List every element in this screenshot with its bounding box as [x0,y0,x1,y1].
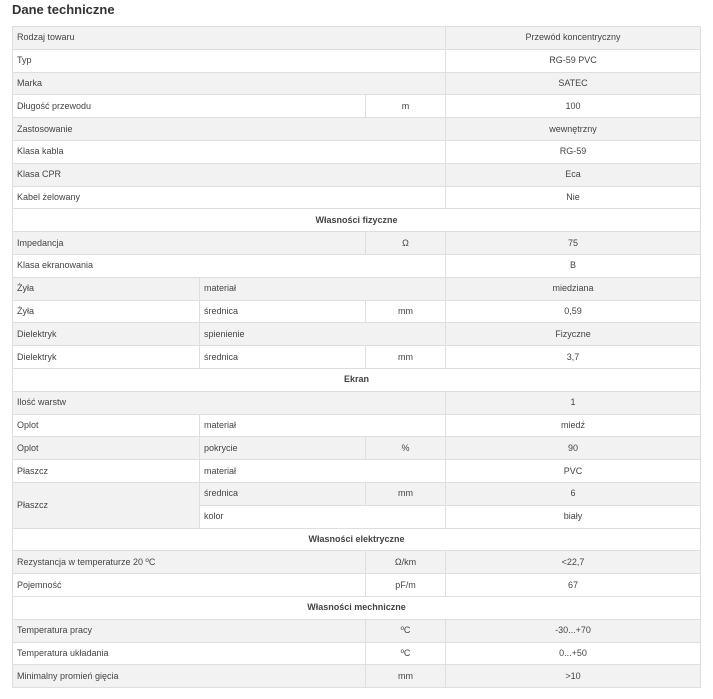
parameter-value: <22,7 [446,551,701,574]
parameter-sublabel: materiał [200,460,446,483]
parameter-label: Marka [13,72,446,95]
parameter-value: 0...+50 [446,642,701,665]
parameter-value: 67 [446,574,701,597]
table-row [13,118,701,141]
table-row [13,140,701,163]
parameter-value: wewnętrzny [446,118,701,141]
parameter-label: Kabel żelowany [13,186,446,209]
table-row [13,27,701,50]
table-row [13,163,701,186]
section-title: Własności elektryczne [13,528,701,551]
parameter-unit: mm [366,665,446,688]
section-header-row [13,368,701,391]
parameter-label: Długość przewodu [13,95,366,118]
parameter-value: 75 [446,232,701,255]
parameter-label: Żyła [13,277,200,300]
parameter-sublabel: średnica [200,346,366,369]
parameter-unit: mm [366,346,446,369]
parameter-value: 1 [446,391,701,414]
parameter-unit: mm [366,482,446,505]
table-row [13,574,701,597]
parameter-label: Oplot [13,414,200,437]
table-row [13,665,701,688]
parameter-value: 90 [446,437,701,460]
section-header-row [13,596,701,619]
table-row [13,642,701,665]
parameter-unit: ºC [366,619,446,642]
table-row [13,49,701,72]
parameter-value: Eca [446,163,701,186]
parameter-value: RG-59 [446,140,701,163]
parameter-label: Klasa CPR [13,163,446,186]
table-row [13,437,701,460]
parameter-value: Fizyczne [446,323,701,346]
spec-table [12,26,701,688]
section-header-row [13,528,701,551]
parameter-sublabel: spienienie [200,323,446,346]
parameter-label: Temperatura pracy [13,619,366,642]
parameter-label: Klasa ekranowania [13,254,446,277]
parameter-value: 100 [446,95,701,118]
section-heading: Dane techniczne [12,2,115,17]
table-row [13,232,701,255]
parameter-sublabel: pokrycie [200,437,366,460]
parameter-label: Typ [13,49,446,72]
parameter-value: PVC [446,460,701,483]
parameter-sublabel: materiał [200,414,446,437]
parameter-value: 0,59 [446,300,701,323]
table-row [13,323,701,346]
parameter-label: Rezystancja w temperaturze 20 ºC [13,551,366,574]
parameter-sublabel: średnica [200,482,366,505]
parameter-sublabel: średnica [200,300,366,323]
parameter-unit: m [366,95,446,118]
parameter-value: Nie [446,186,701,209]
parameter-sublabel: kolor [200,505,446,528]
table-row [13,72,701,95]
table-row [13,391,701,414]
table-row [13,414,701,437]
table-row [13,95,701,118]
table-row [13,482,701,505]
parameter-value: Przewód koncentryczny [446,27,701,50]
parameter-unit: pF/m [366,574,446,597]
section-title: Własności mechniczne [13,596,701,619]
parameter-label: Impedancja [13,232,366,255]
parameter-label: Dielektryk [13,346,200,369]
section-header-row [13,209,701,232]
table-row [13,551,701,574]
parameter-unit: Ω [366,232,446,255]
parameter-unit: ºC [366,642,446,665]
parameter-value: B [446,254,701,277]
parameter-label: Oplot [13,437,200,460]
parameter-label: Minimalny promień gięcia [13,665,366,688]
parameter-value: 3,7 [446,346,701,369]
parameter-value: miedź [446,414,701,437]
parameter-value: SATEC [446,72,701,95]
parameter-label: Rodzaj towaru [13,27,446,50]
parameter-label: Zastosowanie [13,118,446,141]
parameter-value: >10 [446,665,701,688]
parameter-label: Żyła [13,300,200,323]
table-row [13,277,701,300]
section-title: Własności fizyczne [13,209,701,232]
parameter-label: Klasa kabla [13,140,446,163]
parameter-value: miedziana [446,277,701,300]
table-row [13,619,701,642]
parameter-label: Ilość warstw [13,391,446,414]
spec-table-body [13,27,701,688]
parameter-label: Temperatura układania [13,642,366,665]
parameter-label: Dielektryk [13,323,200,346]
table-row [13,254,701,277]
parameter-unit: mm [366,300,446,323]
parameter-value: -30...+70 [446,619,701,642]
parameter-label: Płaszcz [13,460,200,483]
parameter-unit: % [366,437,446,460]
section-title: Ekran [13,368,701,391]
parameter-value: 6 [446,482,701,505]
parameter-unit: Ω/km [366,551,446,574]
table-row [13,186,701,209]
parameter-label: Pojemność [13,574,366,597]
parameter-value: RG-59 PVC [446,49,701,72]
table-row [13,460,701,483]
parameter-label: Płaszcz [13,482,200,528]
parameter-value: biały [446,505,701,528]
table-row [13,346,701,369]
parameter-sublabel: materiał [200,277,446,300]
table-row [13,300,701,323]
